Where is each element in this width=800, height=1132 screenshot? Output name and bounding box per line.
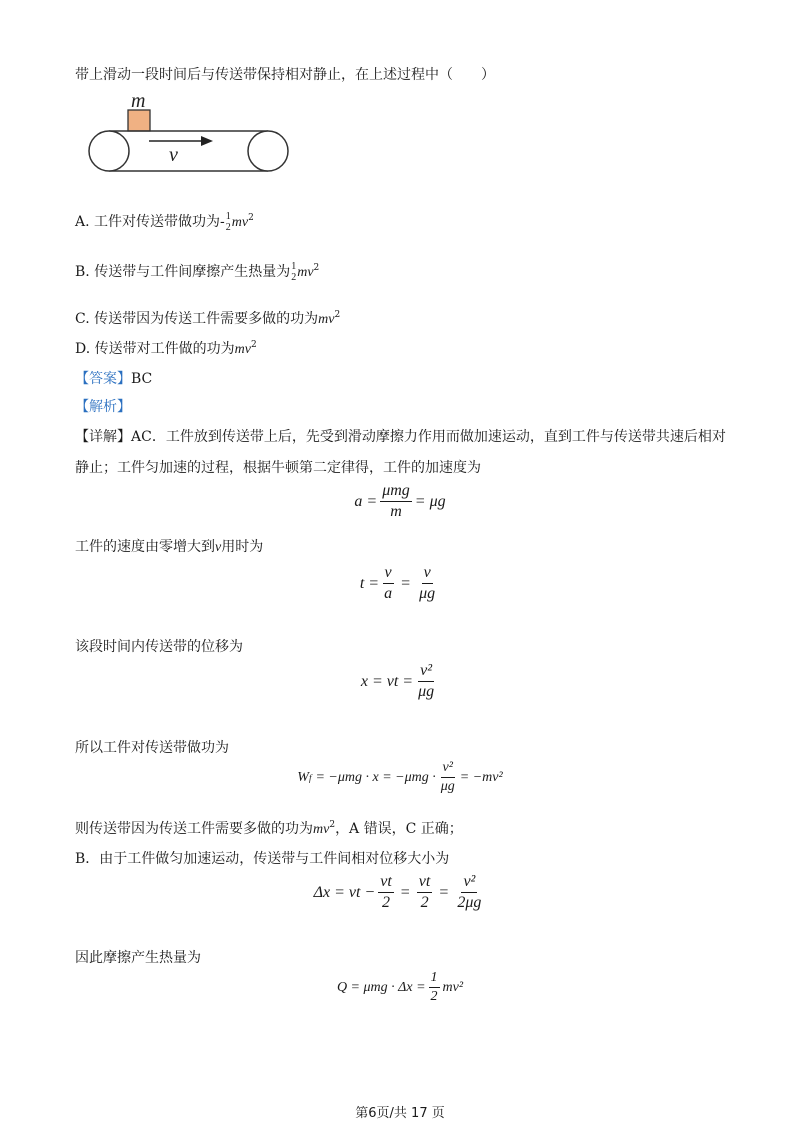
- heat-intro: 因此摩擦产生热量为: [75, 950, 201, 966]
- right-pulley: [248, 131, 288, 171]
- conclusion-line: 则传送带因为传送工件需要多做的功为$mv^2$，A 错误，C 正确；: [75, 820, 463, 837]
- option-c: C. 传送带因为传送工件需要多做的功为$mv^2$: [75, 310, 341, 327]
- detail-line-2: 静止；工件匀加速的过程，根据牛顿第二定律得，工件的加速度为: [75, 460, 481, 476]
- option-b: B. 传送带与工件间摩擦产生热量为 1 2 $mv^2$: [75, 261, 320, 283]
- equation-work: W f = −μmg · x = −μmg · $\frac{\text{v²}}{\mu g}$ = −mv²: [297, 760, 503, 794]
- equation-acceleration: a = $\frac{\text{μmg}}{m}$ = μg: [354, 482, 446, 520]
- option-d: D. 传送带对工件做的功为$mv^2$: [75, 340, 257, 357]
- block-mass: [128, 110, 150, 131]
- mass-label: m: [131, 90, 146, 112]
- time-intro: 工件的速度由零增大到v用时为: [75, 539, 264, 555]
- analysis-tag: 【解析】: [75, 399, 131, 415]
- conveyor-belt-figure: [85, 88, 295, 178]
- equation-time: t = $\frac{v}{a}$ = $\frac{v}{\mu g}$: [359, 564, 436, 602]
- option-a-fraction: 1 2: [225, 211, 231, 233]
- question-intro: 带上滑动一段时间后与传送带保持相对静止，在上述过程中（ ）: [75, 67, 495, 83]
- option-a: A. 工件对传送带做功为- 1 2 $mv^2$: [75, 211, 254, 233]
- velocity-label: v: [169, 144, 178, 166]
- page-footer: 第6页/共 17 页: [355, 1106, 445, 1121]
- b-analysis-line: B．由于工件做匀加速运动，传送带与工件间相对位移大小为: [75, 851, 450, 867]
- detail-line-1: 【详解】AC．工件放到传送带上后，先受到滑动摩擦力作用而做加速运动，直到工件与传送带共速后相对: [75, 429, 726, 445]
- displacement-intro: 该段时间内传送带的位移为: [75, 639, 243, 655]
- work-intro: 所以工件对传送带做功为: [75, 740, 229, 756]
- answer-line: 【答案】BC: [75, 371, 153, 387]
- left-pulley: [89, 131, 129, 171]
- option-b-fraction: 1 2: [291, 261, 297, 283]
- equation-heat: Q = μmg · Δx = $\frac{1}{2}$ mv²: [336, 970, 464, 1004]
- equation-relative-displacement: Δx = vt − $\frac{vt}{2}$ = $\frac{vt}{2}$ = $\frac{\text{v²}}{2\mu g}$: [313, 873, 482, 911]
- equation-displacement: x = vt = $\frac{\text{v²}}{\mu g}$: [360, 662, 435, 700]
